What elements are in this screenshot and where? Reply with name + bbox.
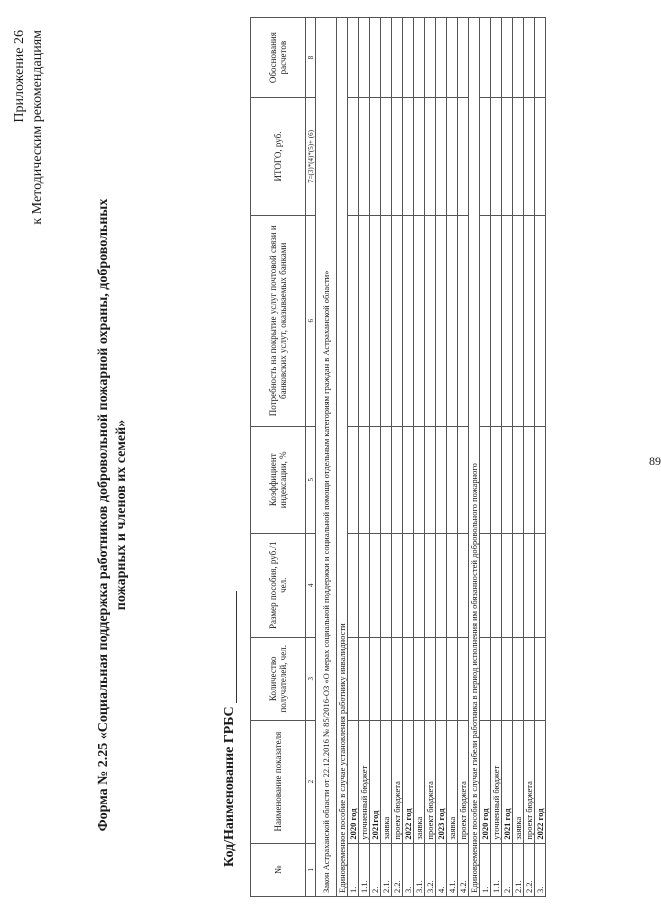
table-row (425, 18, 436, 897)
column-number: 5 (306, 426, 316, 533)
indicator-name: 2020 год (480, 720, 491, 843)
value-cell (535, 215, 546, 426)
header-cell: № (251, 843, 306, 896)
value-cell (381, 637, 392, 720)
column-number: 1 (306, 843, 316, 896)
value-cell (524, 637, 535, 720)
value-cell (414, 18, 425, 98)
value-cell (359, 98, 370, 216)
value-cell (447, 98, 458, 216)
table-row (359, 18, 370, 897)
value-cell (436, 98, 447, 216)
value-cell (524, 98, 535, 216)
value-cell (403, 18, 414, 98)
value-cell (414, 98, 425, 216)
column-number-row (306, 18, 316, 897)
header-cell: Потребность на покрытие услуг почтовой связи и банковских услут, оказываемых банками (251, 215, 306, 426)
appendix-reference: к Методическим рекомендациям (30, 30, 45, 225)
value-cell (414, 215, 425, 426)
value-cell (447, 18, 458, 98)
table-row (502, 18, 513, 897)
value-cell (502, 98, 513, 216)
header-cell: Коэффициент индексации, % (251, 426, 306, 533)
value-cell (392, 215, 403, 426)
value-cell (348, 533, 359, 637)
value-cell (480, 18, 491, 98)
value-cell (425, 18, 436, 98)
value-cell (480, 98, 491, 216)
value-cell (491, 215, 502, 426)
value-cell (535, 426, 546, 533)
value-cell (425, 426, 436, 533)
column-number: 2 (306, 720, 316, 843)
row-number: 2.2. (392, 843, 403, 896)
row-number: 3. (403, 843, 414, 896)
indicator-name: заявка (381, 720, 392, 843)
appendix-number: Приложение 26 (12, 30, 27, 123)
value-cell (348, 637, 359, 720)
value-cell (403, 533, 414, 637)
value-cell (381, 426, 392, 533)
value-cell (524, 18, 535, 98)
header-cell: Обоснования расчетов (251, 18, 306, 98)
row-number: 2.1. (513, 843, 524, 896)
value-cell (348, 98, 359, 216)
indicator-name: 2021 год (502, 720, 513, 843)
page-number: 89 (649, 454, 661, 468)
indicator-name: заявка (447, 720, 458, 843)
value-cell (381, 215, 392, 426)
value-cell (458, 215, 469, 426)
value-cell (458, 18, 469, 98)
value-cell (524, 426, 535, 533)
value-cell (425, 637, 436, 720)
value-cell (359, 637, 370, 720)
row-number: 4.2. (458, 843, 469, 896)
indicator-name: заявка (414, 720, 425, 843)
table-row (436, 18, 447, 897)
value-cell (370, 533, 381, 637)
value-cell (359, 533, 370, 637)
table-row (513, 18, 524, 897)
value-cell (535, 637, 546, 720)
row-number: 1. (480, 843, 491, 896)
header-cell: Наименование показателя (251, 720, 306, 843)
table-row (480, 18, 491, 897)
table-row (348, 18, 359, 897)
value-cell (502, 426, 513, 533)
table-row (458, 18, 469, 897)
value-cell (403, 426, 414, 533)
indicator-name: 2021год (370, 720, 381, 843)
table-row (491, 18, 502, 897)
value-cell (436, 18, 447, 98)
table-row (535, 18, 546, 897)
value-cell (535, 98, 546, 216)
section-title: Единовременное пособие в случае гибели работника в период исполнения им обязанностей добровольного пожарного (469, 18, 480, 897)
row-number: 1. (348, 843, 359, 896)
section-title: Единовременное пособие в случае установления работнику инвалидности (337, 18, 348, 897)
header-cell: ИТОГО, руб. (251, 98, 306, 216)
row-number: 2. (370, 843, 381, 896)
indicator-name: уточненный бюджет (359, 720, 370, 843)
section-row (469, 18, 480, 897)
value-cell (425, 98, 436, 216)
value-cell (414, 426, 425, 533)
value-cell (513, 637, 524, 720)
value-cell (436, 426, 447, 533)
value-cell (403, 98, 414, 216)
value-cell (480, 637, 491, 720)
column-number: 4 (306, 533, 316, 637)
value-cell (370, 215, 381, 426)
value-cell (348, 18, 359, 98)
value-cell (381, 18, 392, 98)
row-number: 2.2. (524, 843, 535, 896)
indicator-name: 2022 год (403, 720, 414, 843)
table-row (403, 18, 414, 897)
table-row (370, 18, 381, 897)
value-cell (491, 18, 502, 98)
column-number: 3 (306, 637, 316, 720)
value-cell (370, 18, 381, 98)
value-cell (403, 215, 414, 426)
table-row (414, 18, 425, 897)
indicator-name: проект бюджета (524, 720, 535, 843)
value-cell (458, 98, 469, 216)
value-cell (447, 426, 458, 533)
value-cell (392, 426, 403, 533)
value-cell (480, 533, 491, 637)
grbs-label: Код/Наименование ГРБС (222, 706, 237, 867)
value-cell (359, 426, 370, 533)
value-cell (348, 215, 359, 426)
table-row (447, 18, 458, 897)
value-cell (403, 637, 414, 720)
indicator-name: уточненный бюджет (491, 720, 502, 843)
row-number: 4.1. (447, 843, 458, 896)
indicator-name: 2020 год (348, 720, 359, 843)
row-number: 1.1. (359, 843, 370, 896)
column-number: 6 (306, 215, 316, 426)
value-cell (491, 98, 502, 216)
row-number: 3. (535, 843, 546, 896)
row-number: 1.1. (491, 843, 502, 896)
row-number: 4. (436, 843, 447, 896)
table-row (381, 18, 392, 897)
value-cell (348, 426, 359, 533)
value-cell (513, 18, 524, 98)
row-number: 2. (502, 843, 513, 896)
value-cell (392, 18, 403, 98)
form-title: Форма № 2.25 «Социальная поддержка работников добровольной пожарной охраны, добровольных пожарных и членов их семей» (96, 198, 129, 832)
section-row (337, 18, 348, 897)
value-cell (502, 637, 513, 720)
header-cell: Размер пособия, руб./1 чел. (251, 533, 306, 637)
value-cell (370, 426, 381, 533)
value-cell (447, 215, 458, 426)
value-cell (359, 18, 370, 98)
value-cell (513, 426, 524, 533)
value-cell (425, 215, 436, 426)
column-number: 8 (306, 18, 316, 98)
value-cell (502, 533, 513, 637)
header-row (251, 18, 306, 897)
row-number: 2.1. (381, 843, 392, 896)
value-cell (513, 533, 524, 637)
value-cell (447, 637, 458, 720)
value-cell (414, 533, 425, 637)
value-cell (447, 533, 458, 637)
grbs-fill-line (236, 591, 237, 703)
value-cell (392, 637, 403, 720)
header-cell: Количество получателей, чел. (251, 637, 306, 720)
value-cell (436, 215, 447, 426)
value-cell (491, 637, 502, 720)
row-number: 3.1. (414, 843, 425, 896)
law-reference: Закон Астраханской области от 22.12.2016 № 85/2016-ОЗ «О мерах социальной поддержки и социальной помощи отдельным категориям граждан в Астраханской области» (316, 18, 337, 897)
value-cell (381, 98, 392, 216)
row-number: 3.2. (425, 843, 436, 896)
value-cell (359, 215, 370, 426)
value-cell (502, 18, 513, 98)
value-cell (480, 215, 491, 426)
indicator-name: заявка (513, 720, 524, 843)
value-cell (381, 533, 392, 637)
value-cell (414, 637, 425, 720)
value-cell (392, 98, 403, 216)
value-cell (370, 637, 381, 720)
value-cell (458, 533, 469, 637)
column-number: 7=(3)*(4)*(5)+ (6) (306, 98, 316, 216)
indicator-name: 2023 год (436, 720, 447, 843)
value-cell (513, 215, 524, 426)
law-row (316, 18, 337, 897)
value-cell (425, 533, 436, 637)
value-cell (524, 215, 535, 426)
value-cell (491, 533, 502, 637)
indicator-name: 2022 год (535, 720, 546, 843)
value-cell (480, 426, 491, 533)
calculation-table (250, 17, 546, 897)
value-cell (513, 98, 524, 216)
value-cell (458, 637, 469, 720)
value-cell (535, 533, 546, 637)
value-cell (436, 533, 447, 637)
indicator-name: проект бюджета (458, 720, 469, 843)
indicator-name: проект бюджета (425, 720, 436, 843)
value-cell (370, 98, 381, 216)
value-cell (535, 18, 546, 98)
indicator-name: проект бюджета (392, 720, 403, 843)
value-cell (502, 215, 513, 426)
table-row (524, 18, 535, 897)
value-cell (524, 533, 535, 637)
table-row (392, 18, 403, 897)
value-cell (458, 426, 469, 533)
value-cell (491, 426, 502, 533)
value-cell (392, 533, 403, 637)
value-cell (436, 637, 447, 720)
